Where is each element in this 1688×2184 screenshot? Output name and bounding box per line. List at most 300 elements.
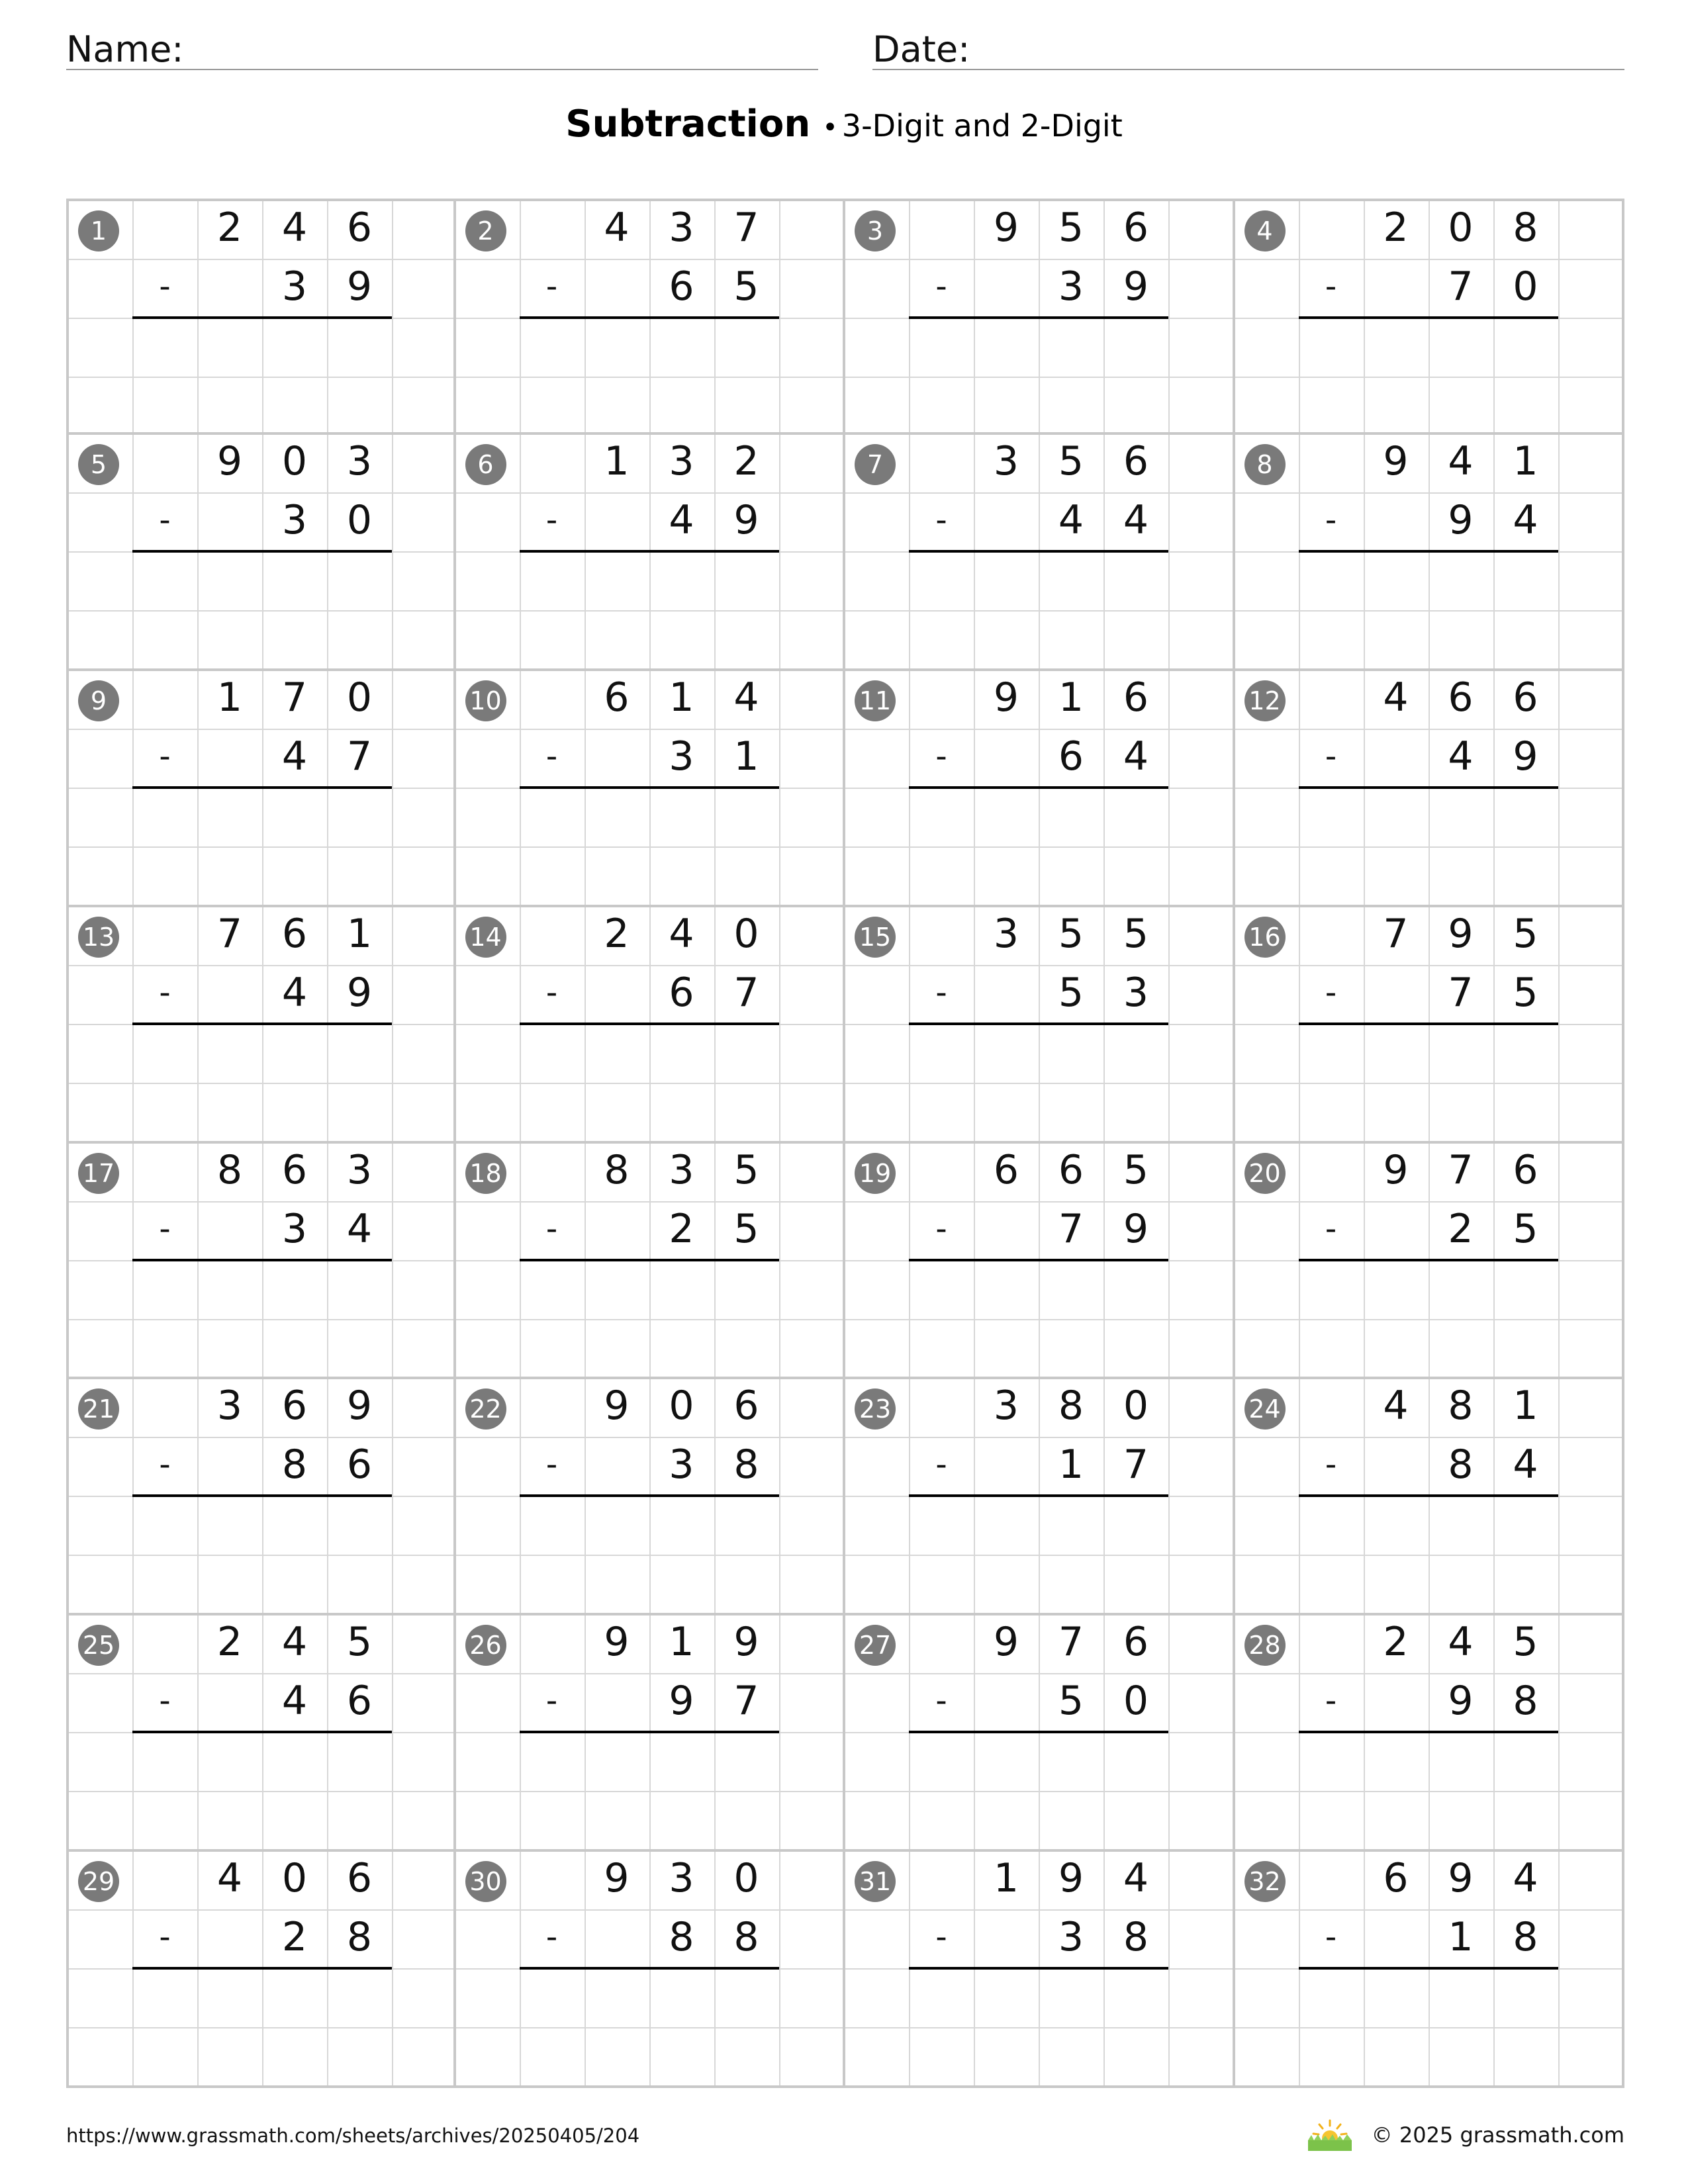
answer-area[interactable] <box>521 789 778 901</box>
top-digit: 6 <box>281 1383 308 1430</box>
bottom-digit: 3 <box>1123 969 1149 1016</box>
problem-cell <box>1235 1379 1625 1615</box>
footer-url: https://www.grassmath.com/sheets/archives/20250405/204 <box>66 2124 640 2147</box>
problem-number: 19 <box>855 1153 896 1194</box>
minus-sign: - <box>1325 1682 1337 1720</box>
minus-sign: - <box>159 974 171 1011</box>
minus-sign: - <box>159 1446 171 1484</box>
answer-area[interactable] <box>1300 1261 1557 1374</box>
answer-area[interactable] <box>1300 319 1557 432</box>
problem-cell <box>456 1615 846 1852</box>
bottom-digit: 5 <box>1513 969 1538 1016</box>
top-digit: 3 <box>993 910 1019 957</box>
answer-area[interactable] <box>134 1261 391 1374</box>
grass-sun-logo-icon <box>1305 2118 1354 2152</box>
problem-cell <box>845 435 1235 671</box>
problem-cell <box>66 1852 456 2088</box>
bottom-digit: 4 <box>1123 496 1149 543</box>
minus-sign: - <box>1325 501 1337 539</box>
bottom-digit: 5 <box>1058 1678 1084 1725</box>
minus-sign: - <box>159 501 171 539</box>
bottom-digit: 3 <box>281 1205 308 1252</box>
bottom-digit: 9 <box>346 263 373 310</box>
problem-number: 22 <box>465 1388 506 1430</box>
top-digit: 0 <box>346 674 373 721</box>
problem-cell <box>845 1852 1235 2088</box>
minus-sign: - <box>935 268 947 305</box>
answer-area[interactable] <box>134 1497 391 1610</box>
grid-line <box>779 201 780 432</box>
name-field[interactable] <box>66 25 818 70</box>
answer-area[interactable] <box>134 1733 391 1846</box>
top-digit: 5 <box>346 1619 373 1666</box>
bottom-digit: 9 <box>1123 263 1149 310</box>
minus-sign: - <box>1325 974 1337 1011</box>
top-digit: 6 <box>346 205 373 251</box>
problem-number: 2 <box>465 210 506 251</box>
problem-cell <box>845 1144 1235 1380</box>
top-digit: 6 <box>281 910 308 957</box>
problem-cell <box>1235 1852 1625 2088</box>
minus-sign: - <box>545 1919 558 1956</box>
answer-area[interactable] <box>1300 553 1557 665</box>
top-digit: 6 <box>1123 674 1149 721</box>
bottom-digit: 2 <box>281 1914 308 1961</box>
bottom-digit: 7 <box>733 969 759 1016</box>
answer-area[interactable] <box>521 1497 778 1610</box>
top-digit: 4 <box>216 1855 243 1902</box>
problem-number: 17 <box>78 1153 119 1194</box>
top-digit: 0 <box>669 1383 694 1430</box>
minus-sign: - <box>159 737 171 775</box>
grid-line <box>69 965 453 966</box>
top-digit: 4 <box>669 910 694 957</box>
minus-sign: - <box>935 1446 947 1484</box>
problem-number: 28 <box>1244 1625 1286 1666</box>
top-digit: 6 <box>1383 1855 1409 1902</box>
bottom-digit: 2 <box>1448 1205 1474 1252</box>
problem-number: 5 <box>78 444 119 485</box>
problem-number: 1 <box>78 210 119 251</box>
problem-number: 7 <box>855 444 896 485</box>
problem-number: 25 <box>78 1625 119 1666</box>
minus-sign: - <box>545 268 558 305</box>
grid-line <box>1168 201 1170 432</box>
problem-number: 20 <box>1244 1153 1286 1194</box>
top-digit: 5 <box>1058 910 1084 957</box>
top-digit: 6 <box>733 1383 759 1430</box>
minus-sign: - <box>1325 268 1337 305</box>
minus-sign: - <box>545 974 558 1011</box>
top-digit: 4 <box>1123 1855 1149 1902</box>
top-digit: 7 <box>216 910 243 957</box>
bottom-digit: 3 <box>669 733 694 780</box>
answer-area[interactable] <box>910 319 1167 432</box>
problem-cell <box>845 1379 1235 1615</box>
top-digit: 9 <box>993 205 1019 251</box>
top-digit: 0 <box>733 1855 759 1902</box>
grid-line <box>1558 201 1560 432</box>
top-digit: 2 <box>1383 1619 1409 1666</box>
top-digit: 1 <box>1513 1383 1538 1430</box>
bottom-digit: 7 <box>1123 1441 1149 1488</box>
top-digit: 3 <box>346 1146 373 1193</box>
top-digit: 9 <box>346 1383 373 1430</box>
problem-cell <box>66 671 456 907</box>
bottom-digit: 3 <box>1058 1914 1084 1961</box>
top-digit: 8 <box>604 1146 630 1193</box>
problem-number: 3 <box>855 210 896 251</box>
minus-sign: - <box>159 268 171 305</box>
top-digit: 1 <box>346 910 373 957</box>
bottom-digit: 4 <box>346 1205 373 1252</box>
footer-copyright: © 2025 grassmath.com <box>1371 2122 1624 2148</box>
problem-cell <box>1235 1144 1625 1380</box>
minus-sign: - <box>935 501 947 539</box>
bottom-digit: 0 <box>1123 1678 1149 1725</box>
bottom-digit: 1 <box>1448 1914 1474 1961</box>
top-digit: 6 <box>1448 674 1474 721</box>
problem-number: 6 <box>465 444 506 485</box>
top-digit: 4 <box>1383 674 1409 721</box>
minus-sign: - <box>935 737 947 775</box>
bottom-digit: 7 <box>1448 263 1474 310</box>
bottom-digit: 3 <box>281 496 308 543</box>
minus-sign: - <box>159 1682 171 1720</box>
problem-cell <box>1235 907 1625 1144</box>
top-digit: 2 <box>733 437 759 484</box>
minus-sign: - <box>935 1682 947 1720</box>
bottom-digit: 8 <box>1513 1678 1538 1725</box>
top-digit: 9 <box>993 1619 1019 1666</box>
problem-number: 9 <box>78 680 119 721</box>
bottom-digit: 9 <box>1448 1678 1474 1725</box>
bottom-digit: 1 <box>1058 1441 1084 1488</box>
date-label: Date: <box>872 28 970 70</box>
problem-cell <box>1235 1615 1625 1852</box>
problem-number: 11 <box>855 680 896 721</box>
problem-cell <box>456 1144 846 1380</box>
top-digit: 4 <box>733 674 759 721</box>
top-digit: 1 <box>1058 674 1084 721</box>
top-digit: 5 <box>1058 205 1084 251</box>
answer-area[interactable] <box>910 1970 1167 2082</box>
problem-cell <box>456 199 846 435</box>
top-digit: 4 <box>1513 1855 1538 1902</box>
top-digit: 7 <box>733 205 759 251</box>
bottom-digit: 4 <box>1448 733 1474 780</box>
top-digit: 9 <box>1448 1855 1474 1902</box>
top-digit: 8 <box>1058 1383 1084 1430</box>
problem-number: 26 <box>465 1625 506 1666</box>
minus-sign: - <box>545 1210 558 1248</box>
top-digit: 6 <box>1123 437 1149 484</box>
bottom-digit: 6 <box>669 969 694 1016</box>
answer-area[interactable] <box>134 553 391 665</box>
answer-area[interactable] <box>134 789 391 901</box>
bottom-digit: 8 <box>1513 1914 1538 1961</box>
problem-cell <box>456 907 846 1144</box>
top-digit: 0 <box>1448 205 1474 251</box>
top-digit: 4 <box>1448 1619 1474 1666</box>
answer-area[interactable] <box>910 1733 1167 1846</box>
minus-sign: - <box>159 1919 171 1956</box>
bottom-digit: 5 <box>733 1205 759 1252</box>
minus-sign: - <box>1325 1446 1337 1484</box>
minus-sign: - <box>545 1682 558 1720</box>
top-digit: 4 <box>281 1619 308 1666</box>
top-digit: 5 <box>1123 1146 1149 1193</box>
bottom-digit: 8 <box>1123 1914 1149 1961</box>
problem-number: 24 <box>1244 1388 1286 1430</box>
bottom-digit: 5 <box>1058 969 1084 1016</box>
problem-number: 18 <box>465 1153 506 1194</box>
problem-number: 23 <box>855 1388 896 1430</box>
top-digit: 9 <box>1383 1146 1409 1193</box>
top-digit: 2 <box>216 1619 243 1666</box>
bottom-digit: 9 <box>1448 496 1474 543</box>
minus-sign: - <box>1325 1919 1337 1956</box>
bottom-digit: 9 <box>1123 1205 1149 1252</box>
top-digit: 6 <box>346 1855 373 1902</box>
top-digit: 6 <box>1123 205 1149 251</box>
top-digit: 9 <box>733 1619 759 1666</box>
bottom-digit: 0 <box>1513 263 1538 310</box>
problem-cell <box>1235 671 1625 907</box>
bottom-digit: 8 <box>281 1441 308 1488</box>
top-digit: 6 <box>1513 674 1538 721</box>
name-label: Name: <box>66 28 184 70</box>
top-digit: 5 <box>733 1146 759 1193</box>
top-digit: 9 <box>604 1383 630 1430</box>
bottom-digit: 8 <box>733 1441 759 1488</box>
top-digit: 2 <box>604 910 630 957</box>
answer-area[interactable] <box>521 1970 778 2082</box>
grid-line <box>69 1909 453 1911</box>
top-digit: 2 <box>1383 205 1409 251</box>
minus-sign: - <box>1325 737 1337 775</box>
top-digit: 1 <box>604 437 630 484</box>
top-digit: 6 <box>604 674 630 721</box>
bottom-digit: 8 <box>733 1914 759 1961</box>
problem-number: 21 <box>78 1388 119 1430</box>
problem-cell <box>1235 199 1625 435</box>
grid-line <box>69 1673 453 1674</box>
answer-area[interactable] <box>521 319 778 432</box>
top-digit: 5 <box>1123 910 1149 957</box>
top-digit: 9 <box>1448 910 1474 957</box>
bottom-digit: 9 <box>346 969 373 1016</box>
top-digit: 9 <box>1383 437 1409 484</box>
problem-cell <box>456 435 846 671</box>
top-digit: 3 <box>669 1146 694 1193</box>
problem-cell <box>66 1144 456 1380</box>
top-digit: 9 <box>604 1855 630 1902</box>
problem-number: 16 <box>1244 917 1286 958</box>
top-digit: 3 <box>993 1383 1019 1430</box>
problem-number: 30 <box>465 1861 506 1902</box>
bottom-digit: 3 <box>1058 263 1084 310</box>
bottom-digit: 9 <box>669 1678 694 1725</box>
answer-area[interactable] <box>521 1025 778 1138</box>
top-digit: 0 <box>281 1855 308 1902</box>
bottom-digit: 5 <box>1513 1205 1538 1252</box>
bottom-digit: 4 <box>1513 496 1538 543</box>
problem-number: 29 <box>78 1861 119 1902</box>
answer-area[interactable] <box>134 319 391 432</box>
title-separator: • <box>822 113 838 143</box>
problem-number: 27 <box>855 1625 896 1666</box>
problem-number: 8 <box>1244 444 1286 485</box>
top-digit: 4 <box>1383 1383 1409 1430</box>
bottom-digit: 6 <box>1058 733 1084 780</box>
bottom-digit: 4 <box>1513 1441 1538 1488</box>
top-digit: 9 <box>604 1619 630 1666</box>
problem-cell <box>66 1615 456 1852</box>
minus-sign: - <box>1325 1210 1337 1248</box>
answer-area[interactable] <box>910 789 1167 901</box>
bottom-digit: 4 <box>669 496 694 543</box>
minus-sign: - <box>935 1210 947 1248</box>
grid-line <box>69 492 453 494</box>
minus-sign: - <box>935 974 947 1011</box>
answer-area[interactable] <box>1300 1733 1557 1846</box>
bottom-digit: 8 <box>669 1914 694 1961</box>
bottom-digit: 7 <box>1058 1205 1084 1252</box>
problem-number: 13 <box>78 917 119 958</box>
top-digit: 9 <box>216 437 243 484</box>
title-subtitle: 3-Digit and 2-Digit <box>841 108 1123 144</box>
top-digit: 6 <box>1513 1146 1538 1193</box>
top-digit: 1 <box>993 1855 1019 1902</box>
problem-cell <box>456 1379 846 1615</box>
bottom-digit: 7 <box>1448 969 1474 1016</box>
grid-line <box>69 1201 453 1203</box>
top-digit: 8 <box>1513 205 1538 251</box>
answer-area[interactable] <box>521 553 778 665</box>
top-digit: 3 <box>669 437 694 484</box>
bottom-digit: 8 <box>346 1914 373 1961</box>
answer-area[interactable] <box>134 1970 391 2082</box>
problem-number: 15 <box>855 917 896 958</box>
minus-sign: - <box>159 1210 171 1248</box>
bottom-digit: 5 <box>733 263 759 310</box>
problem-cell <box>456 1852 846 2088</box>
answer-area[interactable] <box>134 1025 391 1138</box>
bottom-digit: 9 <box>733 496 759 543</box>
problem-cell <box>845 907 1235 1144</box>
answer-area[interactable] <box>1300 1025 1557 1138</box>
answer-area[interactable] <box>521 1733 778 1846</box>
top-digit: 9 <box>1058 1855 1084 1902</box>
top-digit: 4 <box>281 205 308 251</box>
bottom-digit: 4 <box>1123 733 1149 780</box>
top-digit: 0 <box>1123 1383 1149 1430</box>
grid-line <box>69 1437 453 1438</box>
top-digit: 6 <box>281 1146 308 1193</box>
minus-sign: - <box>545 1446 558 1484</box>
top-digit: 3 <box>669 205 694 251</box>
answer-area[interactable] <box>1300 1970 1557 2082</box>
top-digit: 7 <box>1383 910 1409 957</box>
bottom-digit: 6 <box>669 263 694 310</box>
answer-area[interactable] <box>910 1497 1167 1610</box>
top-digit: 3 <box>216 1383 243 1430</box>
top-digit: 9 <box>993 674 1019 721</box>
problem-cell <box>66 199 456 435</box>
bottom-digit: 4 <box>281 969 308 1016</box>
top-digit: 4 <box>1448 437 1474 484</box>
answer-area[interactable] <box>521 1261 778 1374</box>
top-digit: 8 <box>216 1146 243 1193</box>
top-digit: 0 <box>733 910 759 957</box>
title-main: Subtraction <box>565 103 811 146</box>
date-field[interactable] <box>872 25 1624 70</box>
footer-brand <box>1305 2115 1624 2155</box>
top-digit: 8 <box>1448 1383 1474 1430</box>
answer-area[interactable] <box>1300 1497 1557 1610</box>
problem-cell <box>845 1615 1235 1852</box>
answer-area[interactable] <box>1300 789 1557 901</box>
top-digit: 7 <box>1448 1146 1474 1193</box>
top-digit: 1 <box>669 1619 694 1666</box>
grid-line <box>392 201 393 432</box>
bottom-digit: 9 <box>1513 733 1538 780</box>
top-digit: 5 <box>1513 1619 1538 1666</box>
problem-cell <box>1235 435 1625 671</box>
top-digit: 7 <box>1058 1619 1084 1666</box>
problem-number: 4 <box>1244 210 1286 251</box>
answer-area[interactable] <box>910 553 1167 665</box>
problem-cell <box>66 907 456 1144</box>
problem-cell <box>845 199 1235 435</box>
top-digit: 1 <box>669 674 694 721</box>
bottom-digit: 6 <box>346 1678 373 1725</box>
top-digit: 5 <box>1058 437 1084 484</box>
bottom-digit: 7 <box>733 1678 759 1725</box>
problem-number: 12 <box>1244 680 1286 721</box>
bottom-digit: 7 <box>346 733 373 780</box>
minus-sign: - <box>935 1919 947 1956</box>
top-digit: 4 <box>604 205 630 251</box>
answer-area[interactable] <box>910 1261 1167 1374</box>
top-digit: 1 <box>216 674 243 721</box>
problem-cell <box>456 671 846 907</box>
top-digit: 5 <box>1513 910 1538 957</box>
bottom-digit: 4 <box>281 1678 308 1725</box>
top-digit: 0 <box>281 437 308 484</box>
problem-number: 31 <box>855 1861 896 1902</box>
minus-sign: - <box>545 501 558 539</box>
problem-cell <box>66 1379 456 1615</box>
bottom-digit: 3 <box>281 263 308 310</box>
problem-number: 32 <box>1244 1861 1286 1902</box>
bottom-digit: 8 <box>1448 1441 1474 1488</box>
grid-line <box>69 259 453 260</box>
bottom-digit: 2 <box>669 1205 694 1252</box>
problem-number: 10 <box>465 680 506 721</box>
problem-cell <box>845 671 1235 907</box>
bottom-digit: 1 <box>733 733 759 780</box>
minus-sign: - <box>545 737 558 775</box>
bottom-digit: 4 <box>281 733 308 780</box>
answer-area[interactable] <box>910 1025 1167 1138</box>
top-digit: 6 <box>1123 1619 1149 1666</box>
problem-number: 14 <box>465 917 506 958</box>
bottom-digit: 3 <box>669 1441 694 1488</box>
top-digit: 6 <box>993 1146 1019 1193</box>
problem-cell <box>66 435 456 671</box>
